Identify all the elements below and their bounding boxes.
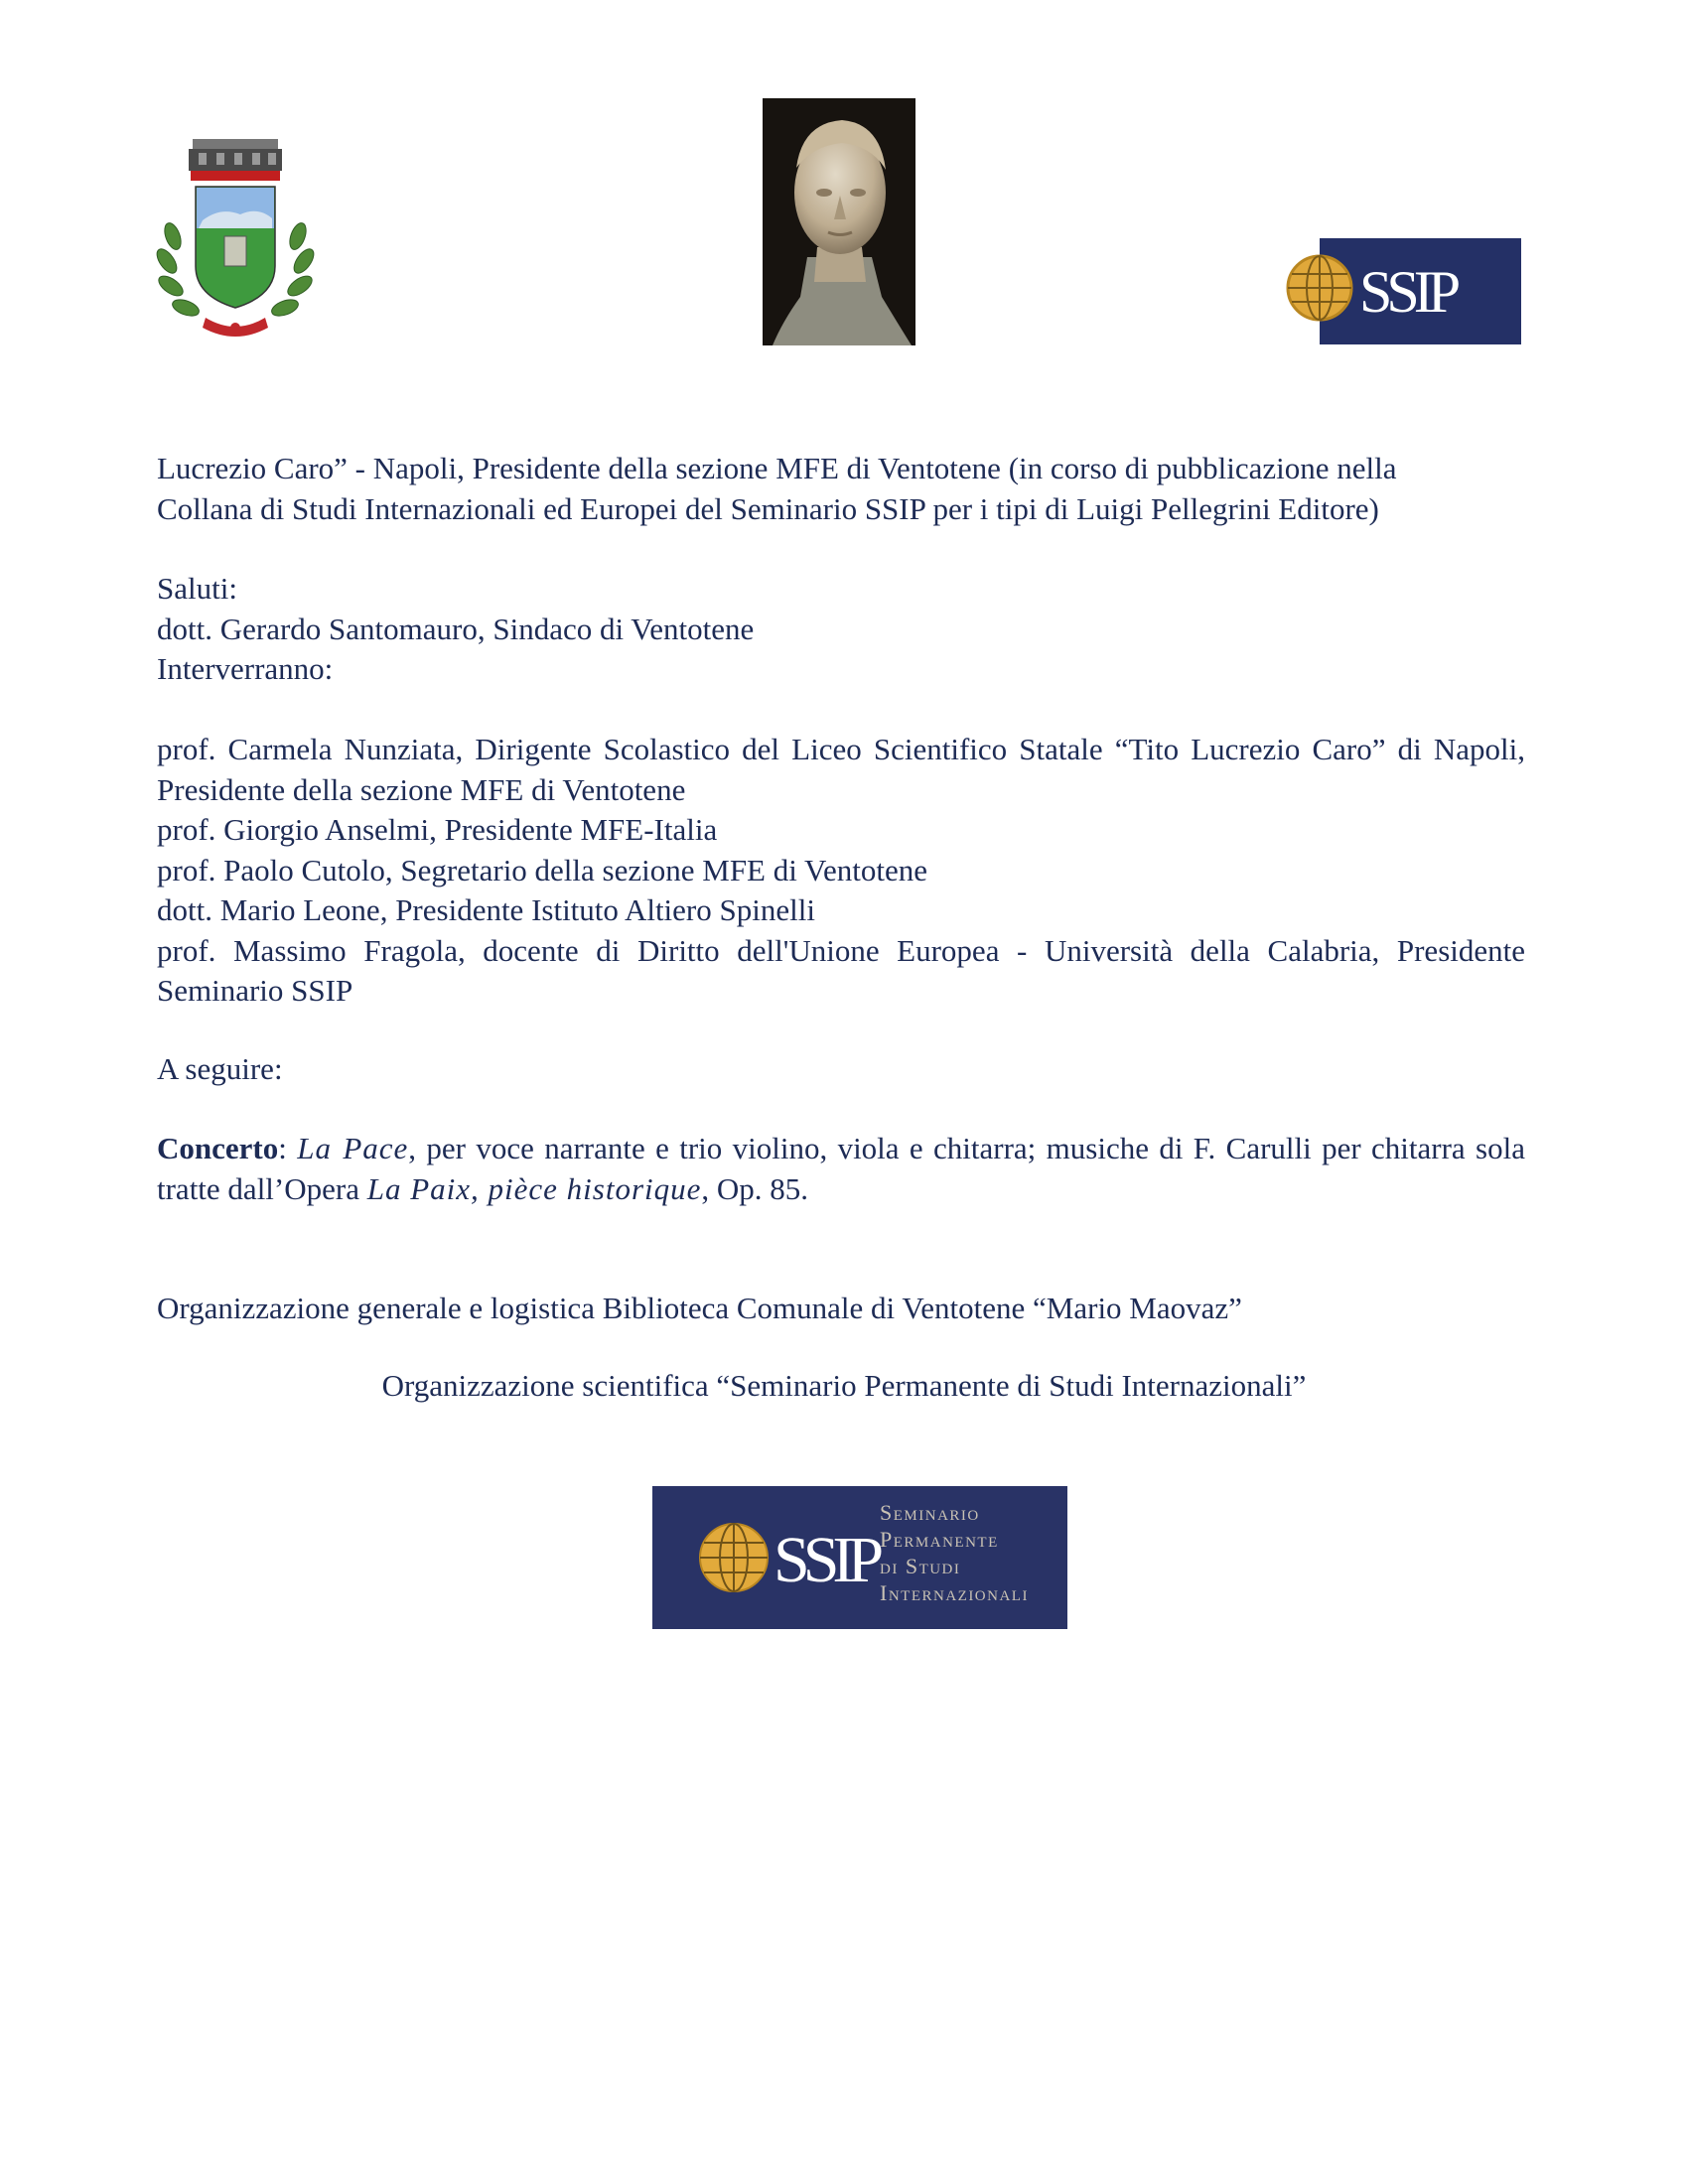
intro-line-2: Collana di Studi Internazionali ed Europei del Seminario SSIP per i tipi di Luigi Pellegrini Editore) bbox=[157, 490, 1379, 526]
ssip-header-wordmark: SSIP bbox=[1359, 259, 1456, 325]
intro-line-1: Lucrezio Caro” - Napoli, Presidente della sezione MFE di Ventotene (in corso di pubblicazione nella bbox=[157, 451, 1397, 485]
footer-line-4: Internazionali bbox=[880, 1580, 1029, 1605]
speaker-item: dott. Mario Leone, Presidente Istituto Altiero Spinelli bbox=[157, 892, 815, 927]
footer-line-1: Seminario bbox=[880, 1500, 980, 1525]
concert-paragraph bbox=[157, 1129, 1525, 1209]
speaker-item: prof. Carmela Nunziata, Dirigente Scolastico del Liceo Scientifico Statale “Tito Lucrezio Caro” di Napoli, Presidente della sezione MFE di Ventotene bbox=[157, 732, 1525, 807]
concert-description: , per voce narrante e trio violino, viola e chitarra; musiche di F. Carulli per chitarra sola tratte dall’Opera bbox=[157, 1131, 1525, 1206]
greetings-speaker: dott. Gerardo Santomauro, Sindaco di Ventotene bbox=[157, 611, 755, 646]
greetings-heading: Saluti: bbox=[157, 571, 237, 606]
following-label: A seguire: bbox=[157, 1051, 283, 1086]
footer-line-2: Permanente bbox=[880, 1527, 999, 1552]
speaker-item: prof. Massimo Fragola, docente di Diritto dell'Unione Europea - Università della Calabria, Presidente Seminario SSIP bbox=[157, 932, 1525, 1008]
speaker-item: prof. Giorgio Anselmi, Presidente MFE-Italia bbox=[157, 812, 718, 847]
intro-paragraph bbox=[157, 449, 1525, 529]
footer-line-3: di Studi bbox=[880, 1554, 961, 1578]
concert-label: Concerto bbox=[157, 1131, 279, 1165]
concert-opera-title: La Paix, pièce historique bbox=[366, 1170, 702, 1206]
speaker-item: prof. Paolo Cutolo, Segretario della sezione MFE di Ventotene bbox=[157, 852, 927, 887]
organization-general: Organizzazione generale e logistica Biblioteca Comunale di Ventotene “Mario Maovaz” bbox=[157, 1291, 1242, 1325]
coat-of-arms-logo bbox=[151, 137, 320, 345]
greetings-section bbox=[157, 569, 1525, 690]
organization-scientific: Organizzazione scientifica “Seminario Permanente di Studi Internazionali” bbox=[381, 1368, 1307, 1403]
ssip-header-logo bbox=[1282, 238, 1521, 344]
concert-opus: , Op. 85. bbox=[701, 1170, 809, 1206]
speakers-list bbox=[157, 730, 1525, 1012]
concert-colon: : bbox=[278, 1131, 287, 1165]
interventions-heading: Interverranno: bbox=[157, 651, 334, 686]
concert-title: La Pace bbox=[297, 1131, 409, 1165]
ssip-footer-logo bbox=[652, 1486, 1067, 1629]
ssip-footer-caption bbox=[880, 1499, 1067, 1606]
ssip-footer-wordmark: SSIP bbox=[774, 1524, 878, 1596]
roman-bust-image bbox=[763, 98, 915, 345]
